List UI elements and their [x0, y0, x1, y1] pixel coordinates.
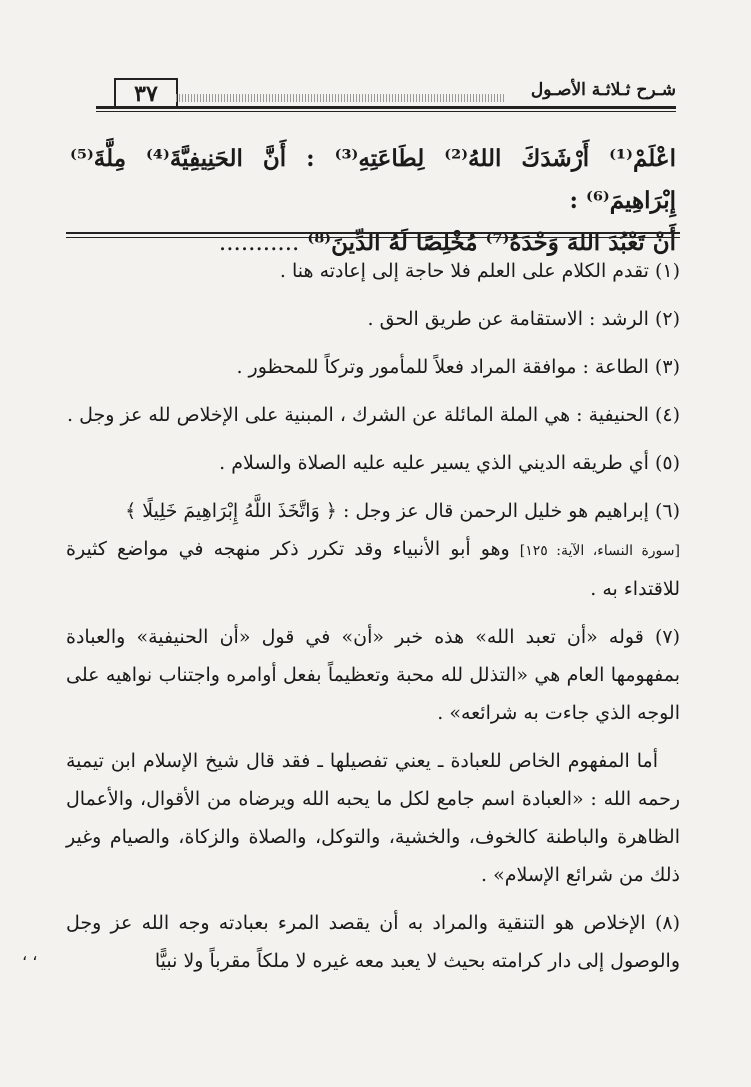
footnote-2: (٢) الرشد : الاستقامة عن طريق الحق . — [367, 308, 680, 330]
footnote-1: (١) تقدم الكلام على العلم فلا حاجة إلى إعادته هنا . — [279, 260, 680, 282]
footnote-6-rest: وهو أبو الأنبياء وقد تكرر ذكر منهجه في مواضع كثيرة للاقتداء به . — [66, 538, 680, 600]
main-text-dots: ........... — [218, 230, 300, 256]
footnote-7-continued: أما المفهوم الخاص للعبادة ـ يعني تفصيلها ـ فقد قال شيخ الإسلام ابن تيمية رحمه الله : «العبادة اسم جامع لكل ما يحبه الله ويرضاه من الأقوال، والأعمال الظاهرة والباطنة كالخوف، والخشية، والتوكل، والصلاة والزكاة، والصيام وغير ذلك من شرائع الإسلام» . — [66, 750, 680, 886]
footnote-5: (٥) أي طريقه الديني الذي يسير عليه عليه الصلاة والسلام . — [219, 452, 680, 474]
footnotes — [66, 252, 680, 990]
section-divider — [66, 232, 680, 234]
footnote-6-main: (٦) إبراهيم هو خليل الرحمن قال عز وجل : ﴿ وَاتَّخَذَ اللَّهُ إِبْرَاهِيمَ خَلِيلًا ﴾ — [125, 500, 680, 522]
page-number: ٣٧ — [114, 78, 178, 108]
main-text-line-2-text: أَنْ تَعْبُدَ اللهَ وَحْدَهُ⁽⁷⁾ مُخْلِصًا لَهُ الدِّينَ⁽⁸⁾ — [307, 229, 676, 256]
footnote-4: (٤) الحنيفية : هي الملة المائلة عن الشرك ، المبنية على الإخلاص لله عز وجل . — [67, 404, 680, 426]
page-header — [96, 78, 676, 108]
footnote-6 — [66, 492, 680, 608]
header-dotted-rule — [176, 94, 506, 102]
footnote-3: (٣) الطاعة : موافقة المراد فعلاً للمأمور وتركاً للمحظور . — [236, 356, 680, 378]
main-text-line-1: اعْلَمْ⁽¹⁾ أَرْشَدَكَ اللهُ⁽²⁾ لِطَاعَتِهِ⁽³⁾ : أَنَّ الحَنِيفِيَّةَ⁽⁴⁾ مِلَّةَ⁽⁵⁾ إِبْرَاهِيمَ⁽⁶⁾ : — [70, 145, 676, 214]
book-title: شـرح ثـلاثـة الأصـول — [530, 80, 676, 100]
main-text — [70, 138, 676, 264]
footnote-7: (٧) قوله «أن تعبد الله» هذه خبر «أن» في قول «أن الحنيفية» والعبادة بمفهومها العام هي «التذلل لله محبة وتعظيماً بفعل أوامره واجتناب نواهيه على الوجه الذي جاءت به شرائعه» . — [66, 626, 680, 724]
footnote-6-source: [سورة النساء، الآية: ١٢٥] — [519, 543, 680, 559]
header-rule-thin — [96, 111, 676, 112]
margin-mark: ، ، — [22, 945, 38, 964]
section-divider-thin — [66, 237, 680, 238]
header-rule — [96, 106, 676, 109]
footnote-8: (٨) الإخلاص هو التنقية والمراد به أن يقصد المرء بعبادته وجه الله عز وجل والوصول إلى دار كرامته بحيث لا يعبد معه غيره لا ملكاً مقرباً ولا نبيًّا — [66, 912, 680, 972]
